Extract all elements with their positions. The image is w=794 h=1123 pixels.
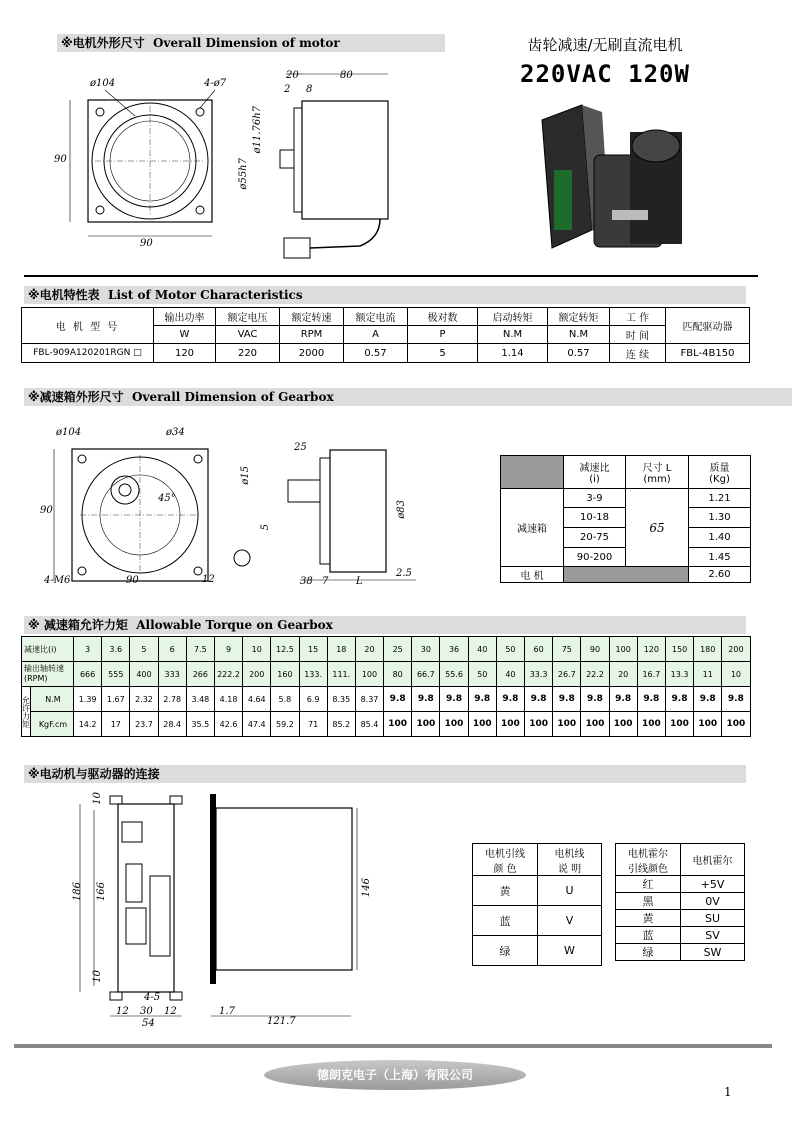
conn-dim-12-left: 12: [116, 1006, 129, 1017]
torque-speeds-cell: 80: [384, 662, 412, 687]
header-speed: 额定转速: [280, 308, 344, 326]
torque-speeds-cell: 10: [722, 662, 750, 687]
torque-ratios-cell: 7.5: [186, 637, 214, 662]
dim-90-vertical: 90: [54, 154, 67, 165]
torque-nm-cell: 9.8: [412, 687, 440, 712]
cell-rated-torque: 0.57: [548, 344, 610, 363]
section-title-connection: [24, 765, 746, 783]
unit-p: P: [408, 326, 478, 344]
gb-dim-12: 12: [202, 574, 215, 585]
torque-speeds-cell: 133.: [299, 662, 327, 687]
torque-nm-cell: 5.8: [271, 687, 299, 712]
torque-ratios-cell: 5: [130, 637, 158, 662]
torque-ratios-cell: 15: [299, 637, 327, 662]
wire-color-2: 蓝: [473, 906, 538, 936]
unit-nm: N.M: [478, 326, 548, 344]
dim-2: 2: [284, 84, 291, 95]
torque-speeds-cell: 222.2: [214, 662, 242, 687]
torque-kgf-cell: 100: [468, 712, 496, 737]
conn-dim-30: 30: [140, 1006, 153, 1017]
torque-kgf-cell: 100: [553, 712, 581, 737]
torque-ratios-cell: 50: [496, 637, 524, 662]
hall-wire-table: [615, 843, 745, 961]
torque-nm-cell: 9.8: [440, 687, 468, 712]
torque-ratios-cell: 180: [694, 637, 722, 662]
dim-phi11: ø11.76h7: [252, 106, 263, 154]
torque-speeds-cell: 666: [74, 662, 102, 687]
gb-weight-4: 1.45: [689, 548, 751, 567]
gearbox-front-view-drawing: [40, 425, 220, 590]
torque-ratios-cell: 12.5: [271, 637, 299, 662]
torque-ratios-cell: 200: [722, 637, 750, 662]
gb-dim-phi104: ø104: [56, 427, 82, 438]
wire-color-1: 黄: [473, 876, 538, 906]
conn-dim-1-7: 1.7: [219, 1006, 235, 1017]
conn-dim-12-right: 12: [164, 1006, 177, 1017]
dim-phi104: ø104: [90, 78, 116, 89]
torque-kgf-cell: 47.4: [243, 712, 271, 737]
torque-kgf-cell: 14.2: [74, 712, 102, 737]
section-title-gearbox: [24, 388, 792, 406]
torque-speeds-cell: 111.: [327, 662, 355, 687]
characteristics-table: [21, 307, 750, 363]
torque-speeds-cell: 40: [496, 662, 524, 687]
gb-ratio-4: 90-200: [564, 548, 626, 567]
hall-color-1: 红: [616, 876, 681, 893]
gb-header-blank: [501, 456, 564, 489]
torque-speeds-cell: 160: [271, 662, 299, 687]
torque-kgf-label: KgF.cm: [31, 712, 74, 737]
torque-nm-label: N.M: [31, 687, 74, 712]
torque-nm-cell: 9.8: [553, 687, 581, 712]
torque-kgf-cell: 100: [609, 712, 637, 737]
section-title-torque: [24, 616, 746, 634]
cell-work: 连 续: [610, 344, 666, 363]
torque-ratios-cell: 3: [74, 637, 102, 662]
gb-dim-phi15: ø15: [240, 466, 251, 485]
product-title: 齿轮减速/无刷直流电机: [527, 36, 683, 54]
gb-header-length: 尺寸 L (mm): [626, 456, 689, 489]
char-title-en: List of Motor Characteristics: [108, 288, 303, 302]
conn-dim-121-7: 121.7: [267, 1016, 296, 1027]
conn-dim-146: 146: [361, 878, 372, 898]
torque-nm-cell: 8.37: [355, 687, 383, 712]
gb-motor-weight: 2.60: [689, 567, 751, 583]
torque-ratios-cell: 75: [553, 637, 581, 662]
cell-poles: 5: [408, 344, 478, 363]
header-model: 电 机 型 号: [22, 308, 154, 344]
torque-speeds-cell: 333: [158, 662, 186, 687]
conn-dim-54: 54: [142, 1018, 155, 1029]
torque-speeds-cell: 13.3: [665, 662, 693, 687]
header-start-torque: 启动转矩: [478, 308, 548, 326]
dim-90-horizontal: 90: [140, 238, 153, 249]
unit-w: W: [154, 326, 216, 344]
torque-ratios-cell: 36: [440, 637, 468, 662]
torque-speed-label: 输出轴转速(RPM): [22, 662, 74, 687]
conn-dim-166: 166: [96, 882, 107, 902]
torque-speeds-cell: 100: [355, 662, 383, 687]
torque-nm-cell: 9.8: [384, 687, 412, 712]
gearbox-weight-table: [500, 455, 751, 583]
gb-motor-label: 电 机: [501, 567, 564, 583]
motor-side-view-drawing: [238, 68, 400, 268]
hall-desc-4: SV: [681, 927, 745, 944]
section-title-characteristics: [24, 286, 746, 304]
torque-nm-cell: 1.39: [74, 687, 102, 712]
hall-desc-3: SU: [681, 910, 745, 927]
header-driver: 匹配驱动器: [666, 308, 750, 344]
torque-speeds-cell: 22.2: [581, 662, 609, 687]
cell-start-torque: 1.14: [478, 344, 548, 363]
cell-speed: 2000: [280, 344, 344, 363]
section-title-en: Overall Dimension of motor: [153, 36, 340, 50]
section-title-cn: ※电机外形尺寸: [61, 36, 145, 50]
torque-nm-cell: 9.8: [581, 687, 609, 712]
torque-ratios-cell: 40: [468, 637, 496, 662]
gb-dim-5: 5: [260, 524, 271, 531]
gb-ratio-1: 3-9: [564, 489, 626, 508]
torque-title-cn: ※ 减速箱允许力矩: [28, 618, 128, 632]
driver-drawing: [60, 792, 210, 1029]
cell-driver: FBL-4B150: [666, 344, 750, 363]
gb-dim-4m6: 4-M6: [44, 575, 71, 586]
torque-kgf-cell: 100: [694, 712, 722, 737]
product-photo: [532, 100, 702, 260]
torque-ratios-cell: 3.6: [102, 637, 130, 662]
torque-speeds-cell: 66.7: [412, 662, 440, 687]
cell-voltage: 220: [216, 344, 280, 363]
torque-kgf-cell: 100: [412, 712, 440, 737]
torque-nm-cell: 8.35: [327, 687, 355, 712]
torque-kgf-cell: 100: [665, 712, 693, 737]
wire-color-3: 绿: [473, 936, 538, 966]
wire-desc-1: U: [538, 876, 602, 906]
torque-kgf-cell: 100: [440, 712, 468, 737]
torque-kgf-cell: 100: [496, 712, 524, 737]
header-work: 工 作: [610, 308, 666, 326]
torque-kgf-cell: 100: [525, 712, 553, 737]
header-voltage: 额定电压: [216, 308, 280, 326]
torque-ratios-cell: 150: [665, 637, 693, 662]
torque-kgf-cell: 28.4: [158, 712, 186, 737]
torque-speeds-cell: 20: [609, 662, 637, 687]
torque-nm-cell: 9.8: [665, 687, 693, 712]
unit-rpm: RPM: [280, 326, 344, 344]
torque-speeds-cell: 555: [102, 662, 130, 687]
hall-color-4: 蓝: [616, 927, 681, 944]
torque-nm-cell: 2.32: [130, 687, 158, 712]
torque-ratios-cell: 6: [158, 637, 186, 662]
header-rated-torque: 额定转矩: [548, 308, 610, 326]
torque-ratios-cell: 9: [214, 637, 242, 662]
torque-ratios-cell: 20: [355, 637, 383, 662]
torque-speeds-cell: 55.6: [440, 662, 468, 687]
torque-ratios-cell: 25: [384, 637, 412, 662]
torque-side-label: 允许力矩: [22, 687, 31, 737]
torque-speeds-cell: 50: [468, 662, 496, 687]
gb-dim-38: 38: [300, 576, 313, 587]
torque-nm-cell: 9.8: [722, 687, 750, 712]
torque-kgf-cell: 59.2: [271, 712, 299, 737]
torque-kgf-cell: 23.7: [130, 712, 158, 737]
torque-ratios-cell: 18: [327, 637, 355, 662]
hall-color-2: 黑: [616, 893, 681, 910]
gb-dim-25: 25: [294, 442, 307, 453]
header-power: 输出功率: [154, 308, 216, 326]
unit-time: 时 间: [610, 326, 666, 344]
gb-header-ratio: 减速比 (i): [564, 456, 626, 489]
conn-dim-186: 186: [72, 882, 83, 902]
torque-nm-cell: 9.8: [637, 687, 665, 712]
cell-current: 0.57: [344, 344, 408, 363]
torque-ratios-cell: 10: [243, 637, 271, 662]
motor-wire-table: [472, 843, 602, 966]
dim-20: 20: [286, 70, 299, 81]
hall-desc-5: SW: [681, 944, 745, 961]
gb-dim-phi83: ø83: [396, 500, 407, 519]
wire-desc-3: W: [538, 936, 602, 966]
gb-dim-2-5: 2.5: [396, 568, 412, 579]
page-number: 1: [724, 1085, 732, 1099]
gb-weight-2: 1.30: [689, 508, 751, 528]
gb-weight-3: 1.40: [689, 528, 751, 548]
torque-nm-cell: 9.8: [694, 687, 722, 712]
gb-header-weight: 质量 (Kg): [689, 456, 751, 489]
dim-8: 8: [306, 84, 313, 95]
dim-80: 80: [340, 70, 353, 81]
unit-vac: VAC: [216, 326, 280, 344]
hall-header-color: 电机霍尔 引线颜色: [616, 844, 681, 876]
footer-company-badge: 德朗克电子（上海）有限公司: [264, 1060, 526, 1090]
gearbox-title-en: Overall Dimension of Gearbox: [132, 390, 334, 404]
torque-kgf-cell: 100: [637, 712, 665, 737]
torque-speeds-cell: 33.3: [525, 662, 553, 687]
product-spec: 220VAC 120W: [520, 60, 690, 88]
gb-motor-blank: [564, 567, 689, 583]
gb-dim-phi34: ø34: [166, 427, 185, 438]
torque-speeds-cell: 11: [694, 662, 722, 687]
torque-kgf-cell: 85.2: [327, 712, 355, 737]
motor-front-view-drawing: [40, 76, 240, 256]
gb-label: 减速箱: [501, 489, 564, 567]
gb-ratio-3: 20-75: [564, 528, 626, 548]
header-current: 额定电流: [344, 308, 408, 326]
gb-dim-90-h: 90: [126, 575, 139, 586]
header-poles: 极对数: [408, 308, 478, 326]
char-title-cn: ※电机特性表: [28, 288, 100, 302]
section-title-motor-dimension: [57, 34, 445, 52]
unit-a: A: [344, 326, 408, 344]
torque-kgf-cell: 85.4: [355, 712, 383, 737]
torque-nm-cell: 9.8: [609, 687, 637, 712]
divider: [24, 275, 758, 277]
torque-speeds-cell: 16.7: [637, 662, 665, 687]
torque-nm-cell: 9.8: [496, 687, 524, 712]
torque-speeds-cell: 266: [186, 662, 214, 687]
gb-weight-1: 1.21: [689, 489, 751, 508]
torque-ratios-cell: 100: [609, 637, 637, 662]
torque-table: [21, 636, 751, 737]
gb-length: 65: [626, 489, 689, 567]
torque-ratios-cell: 120: [637, 637, 665, 662]
dim-phi55: ø55h7: [238, 158, 249, 190]
hall-color-5: 绿: [616, 944, 681, 961]
footer-rule: [14, 1044, 772, 1048]
torque-speeds-cell: 400: [130, 662, 158, 687]
wire-header-color: 电机引线 颜 色: [473, 844, 538, 876]
torque-nm-cell: 1.67: [102, 687, 130, 712]
torque-nm-cell: 4.64: [243, 687, 271, 712]
gb-ratio-2: 10-18: [564, 508, 626, 528]
torque-kgf-cell: 100: [581, 712, 609, 737]
torque-nm-cell: 4.18: [214, 687, 242, 712]
torque-ratios-cell: 90: [581, 637, 609, 662]
motor-side-drawing-2: [205, 794, 385, 1027]
hall-desc-1: +5V: [681, 876, 745, 893]
torque-nm-cell: 9.8: [468, 687, 496, 712]
cell-power: 120: [154, 344, 216, 363]
hall-desc-2: 0V: [681, 893, 745, 910]
torque-speeds-cell: 200: [243, 662, 271, 687]
torque-nm-cell: 9.8: [525, 687, 553, 712]
torque-ratios-cell: 30: [412, 637, 440, 662]
hall-header-desc: 电机霍尔: [681, 844, 745, 876]
gb-dim-7: 7: [322, 576, 329, 587]
gb-dim-l: L: [356, 576, 363, 587]
torque-title-en: Allowable Torque on Gearbox: [136, 618, 333, 632]
gearbox-title-cn: ※减速箱外形尺寸: [28, 390, 124, 404]
gb-dim-90-v: 90: [40, 505, 53, 516]
hall-color-3: 黄: [616, 910, 681, 927]
gb-dim-45: 45°: [158, 493, 176, 504]
wire-desc-2: V: [538, 906, 602, 936]
conn-dim-10-top: 10: [92, 792, 103, 805]
torque-kgf-cell: 100: [722, 712, 750, 737]
torque-kgf-cell: 100: [384, 712, 412, 737]
gearbox-side-view-drawing: [202, 430, 420, 590]
torque-kgf-cell: 35.5: [186, 712, 214, 737]
unit-nm-2: N.M: [548, 326, 610, 344]
wire-header-desc: 电机线 说 明: [538, 844, 602, 876]
torque-kgf-cell: 71: [299, 712, 327, 737]
torque-ratios-cell: 60: [525, 637, 553, 662]
torque-nm-cell: 6.9: [299, 687, 327, 712]
conn-dim-10-bottom: 10: [92, 970, 103, 983]
torque-nm-cell: 3.48: [186, 687, 214, 712]
connection-title-cn: ※电动机与驱动器的连接: [28, 767, 160, 781]
torque-speeds-cell: 26.7: [553, 662, 581, 687]
dim-4-phi7: 4-ø7: [204, 78, 227, 89]
conn-dim-4-5: 4-5: [144, 992, 161, 1003]
torque-kgf-cell: 42.6: [214, 712, 242, 737]
torque-ratio-label: 减速比(i): [22, 637, 74, 662]
torque-kgf-cell: 17: [102, 712, 130, 737]
cell-model: FBL-909A120201RGN □: [22, 344, 154, 363]
torque-nm-cell: 2.78: [158, 687, 186, 712]
